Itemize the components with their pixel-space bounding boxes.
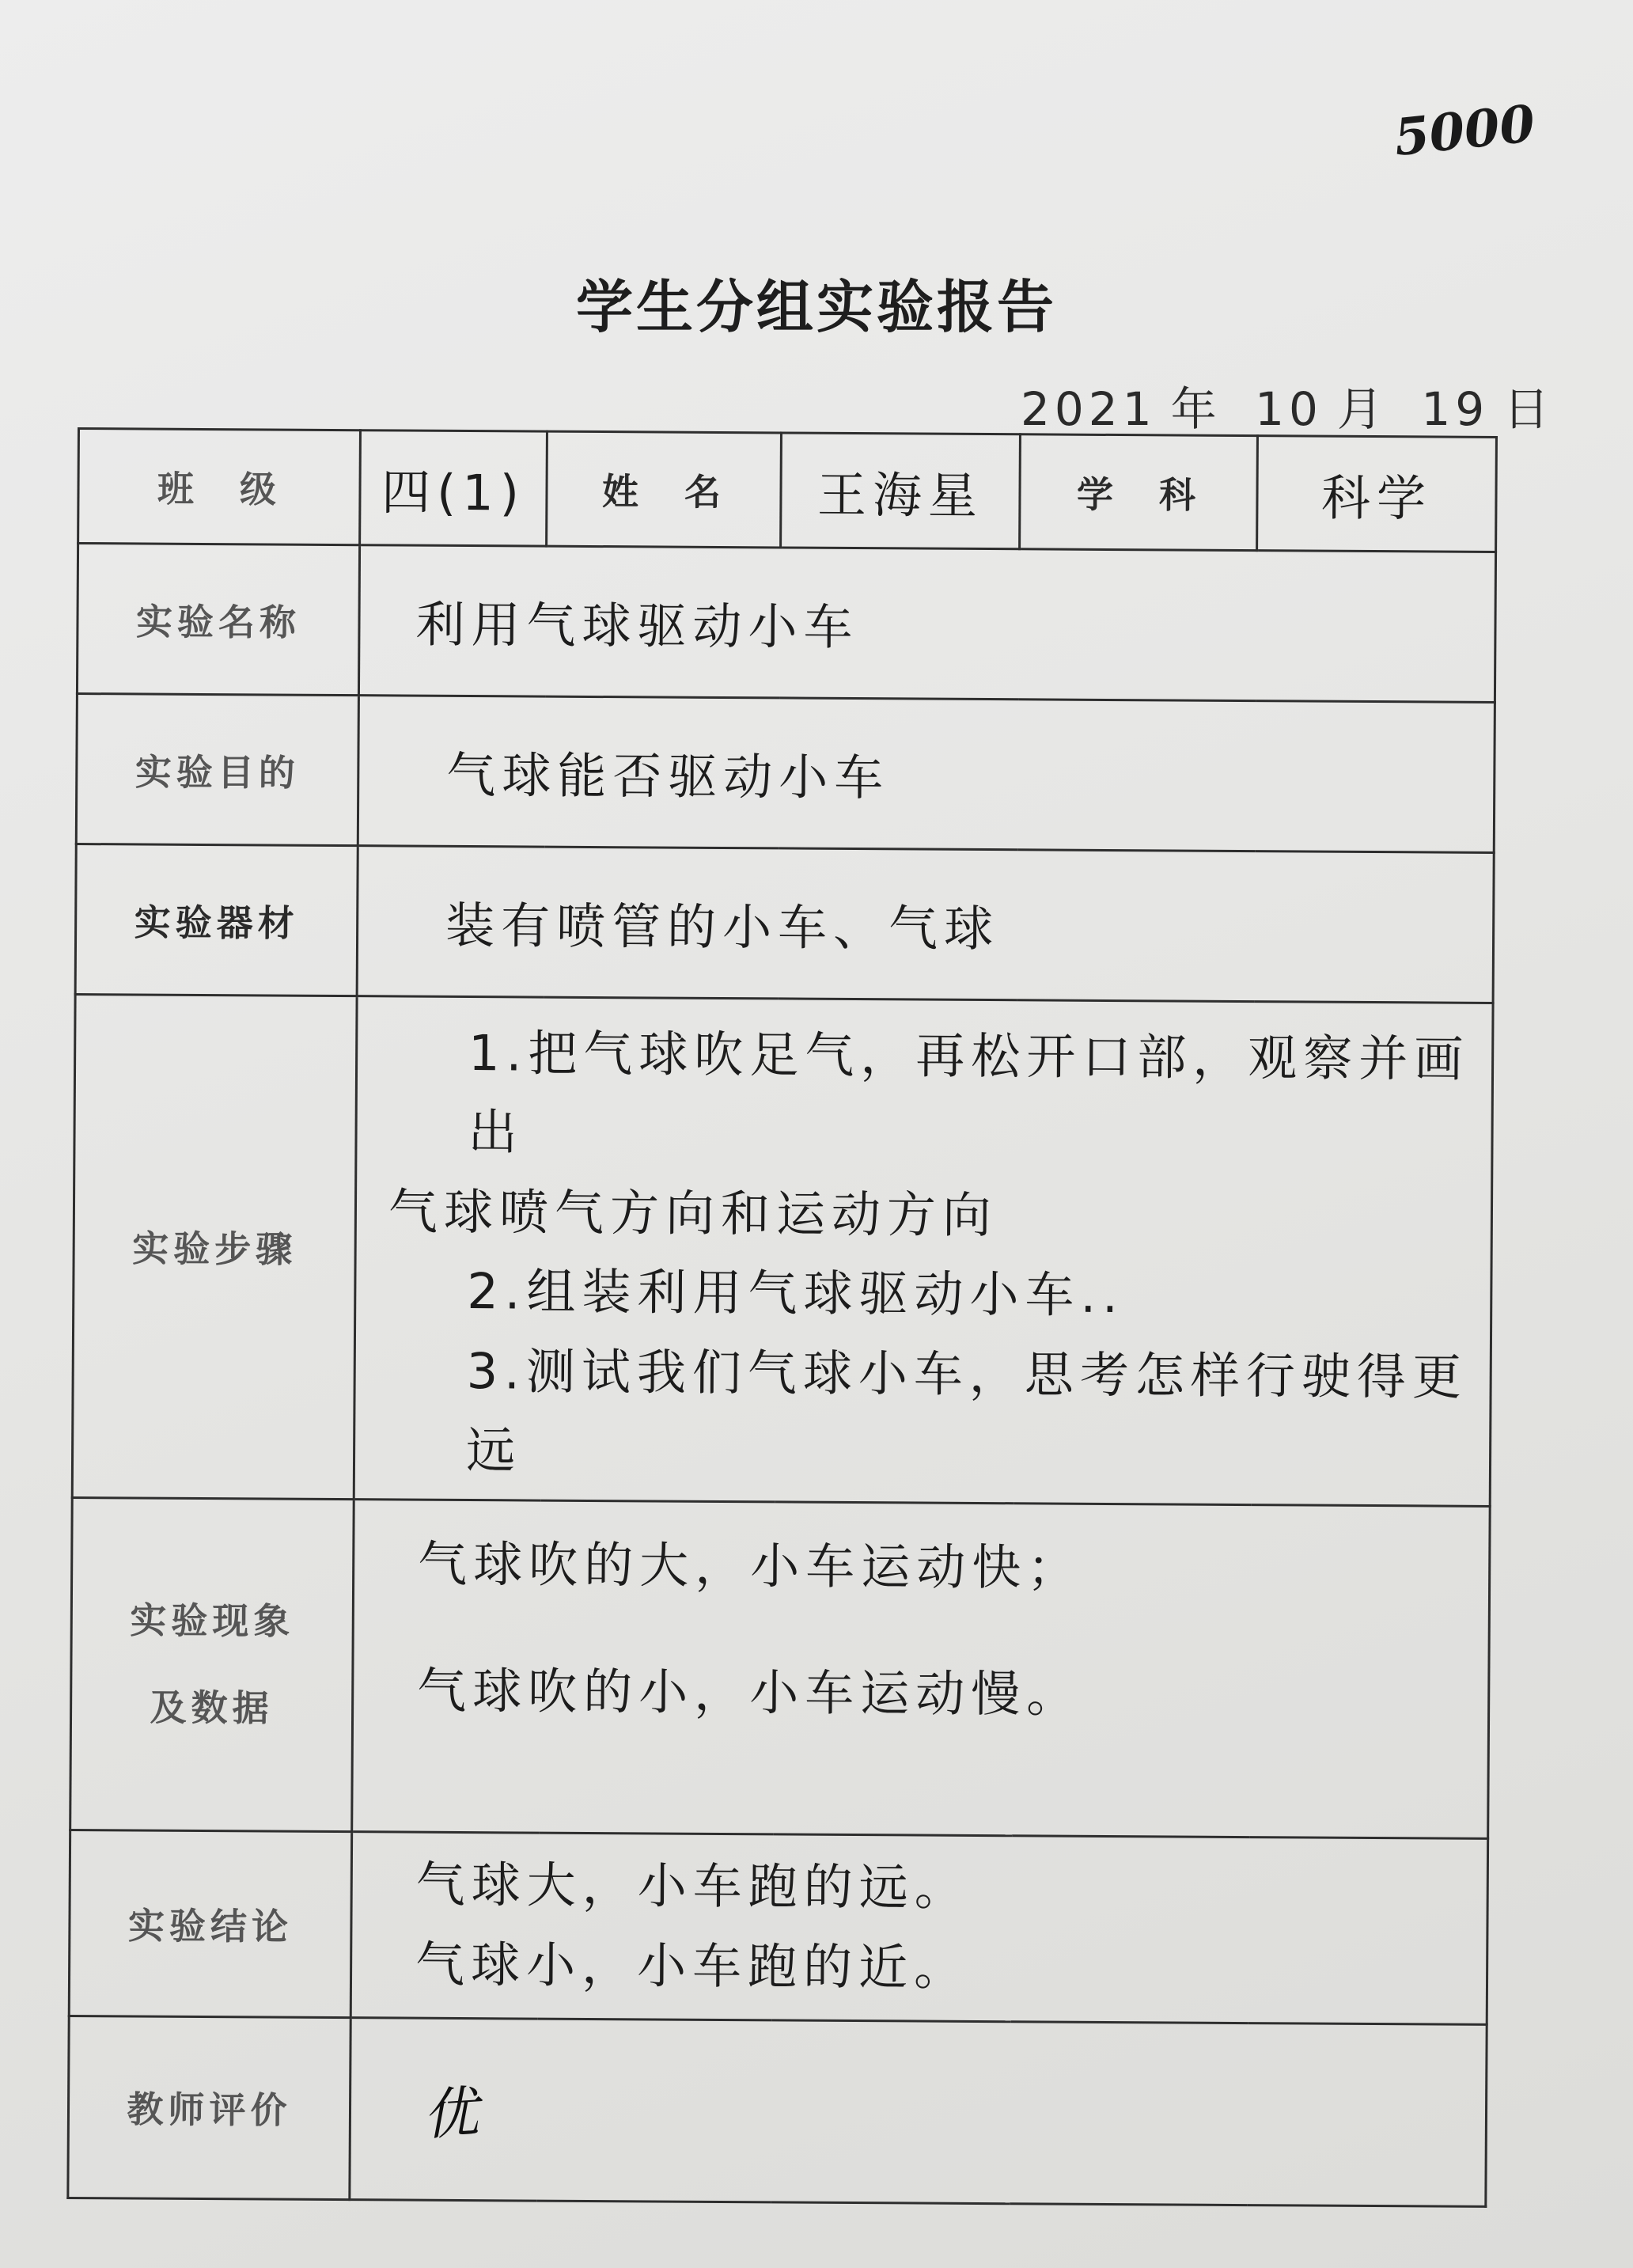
teacher-eval-row: [68, 2016, 1487, 2206]
report-table: [66, 427, 1498, 2208]
experiment-name-label: 实验名称: [77, 544, 359, 696]
observation-line-1: 气球吹的大，小车运动快；: [418, 1534, 1083, 1597]
conclusion-row: [69, 1830, 1487, 2024]
teacher-eval-label: 教师评价: [68, 2016, 350, 2199]
date-year-unit: 年: [1170, 382, 1222, 436]
subject-label: 学 科: [1020, 434, 1258, 551]
observation-label: [70, 1497, 354, 1831]
name-label: 姓 名: [547, 431, 782, 548]
experiment-name-value: 利用气球驱动小车: [358, 545, 1495, 703]
page-title: 学生分组实验报告: [575, 274, 1057, 340]
purpose-row: [76, 694, 1495, 853]
teacher-eval-value: 优: [420, 2079, 480, 2148]
conclusion-label: 实验结论: [69, 1830, 351, 2017]
conclusion-line-1: 气球大，小车跑的远。: [415, 1855, 970, 1917]
step-line-4: 3.测试我们气球小车，思考怎样行驶得更远: [465, 1341, 1468, 1480]
observation-row: [70, 1497, 1491, 1838]
purpose-value: 气球能否驱动小车: [358, 696, 1495, 853]
date-day-unit: 日: [1503, 382, 1555, 436]
steps-content: [354, 996, 1493, 1506]
subject-value: 科学: [1257, 436, 1497, 552]
class-value: 四(1): [360, 430, 547, 546]
equipment-value: 装有喷管的小车、气球: [357, 846, 1494, 1003]
date-day: 19: [1421, 382, 1490, 436]
step-line-2: 气球喷气方向和运动方向: [388, 1182, 998, 1244]
experiment-name-row: [77, 544, 1495, 703]
date-year: 2021: [1021, 382, 1157, 436]
header-row: [78, 429, 1497, 552]
class-label: 班 级: [78, 429, 361, 545]
equipment-row: [75, 844, 1494, 1003]
observation-label-line-2: 及数据: [150, 1686, 274, 1730]
name-value: 王海星: [781, 433, 1021, 549]
observation-label-line-1: 实验现象: [130, 1599, 295, 1643]
report-date: [1021, 372, 1568, 438]
date-month-unit: 月: [1336, 382, 1388, 436]
equipment-label: 实验器材: [75, 844, 358, 996]
conclusion-content: [350, 1831, 1487, 2024]
step-line-1: 1.把气球吹足气，再松开口部，观察并画出: [468, 1024, 1470, 1162]
step-line-3: 2.组装利用气球驱动小车..: [467, 1262, 1125, 1325]
steps-row: [72, 994, 1493, 1506]
observation-line-2: 气球吹的小，小车运动慢。: [417, 1661, 1082, 1724]
steps-label: 实验步骤: [72, 994, 357, 1499]
observation-content: [352, 1499, 1491, 1838]
purpose-label: 实验目的: [76, 694, 358, 846]
date-month: 10: [1255, 382, 1323, 436]
teacher-eval-content: [350, 2017, 1487, 2206]
conclusion-line-2: 气球小，小车跑的近。: [415, 1935, 970, 1997]
corner-note: 5000: [1391, 93, 1538, 169]
